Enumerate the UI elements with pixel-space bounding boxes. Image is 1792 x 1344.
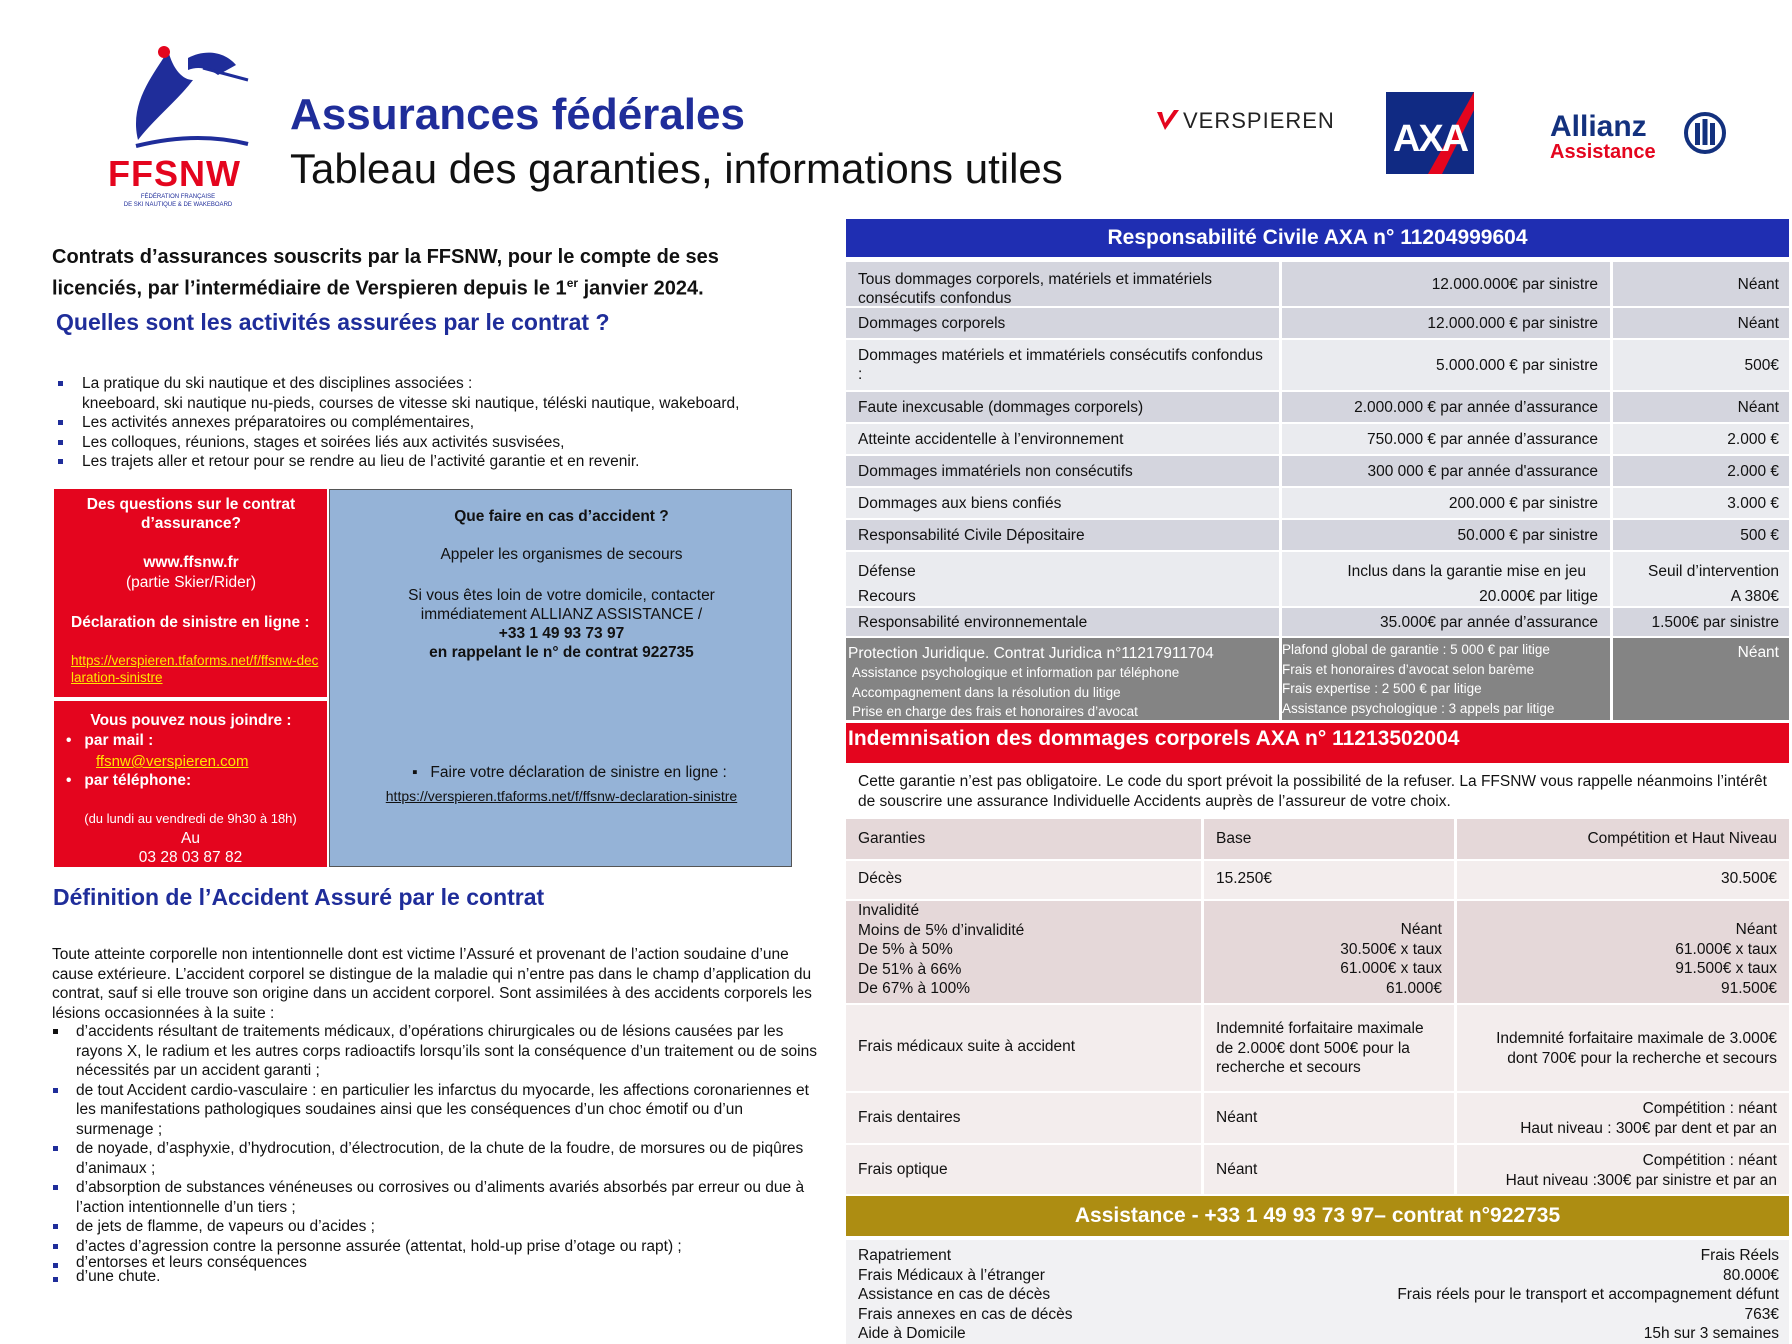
pj-row bbox=[846, 638, 1789, 720]
accident-line-3: immédiatement ALLIANZ ASSISTANCE / bbox=[420, 606, 703, 623]
assistance-label: Frais Médicaux à l’étranger bbox=[858, 1266, 1045, 1284]
invalidite-label: Invalidité bbox=[858, 902, 920, 919]
online-declaration-text: Faire votre déclaration de sinistre en ligne : bbox=[430, 764, 727, 781]
intro-line-2a: licenciés, par l’intermédiaire de Verspieren depuis le 1 bbox=[52, 277, 567, 300]
rc-amount: 50.000 € par sinistre bbox=[1282, 520, 1610, 550]
rc-franchise: 1.500€ par sinistre bbox=[1613, 608, 1789, 636]
indemnisation-band: Indemnisation des dommages corporels AXA n° 11213502004 bbox=[846, 723, 1789, 763]
table-row bbox=[846, 861, 1789, 899]
contact-title: Vous pouvez nous joindre : bbox=[90, 712, 292, 729]
table-row bbox=[846, 1093, 1789, 1143]
site-link[interactable]: www.ffsnw.fr bbox=[143, 554, 239, 571]
axa-wordmark: AXA bbox=[1392, 118, 1468, 160]
online-declaration-link[interactable]: https://verspieren.tfaforms.net/f/ffsnw-declaration-sinistre bbox=[385, 788, 738, 804]
pj-amount: Frais et honoraires d’avocat selon barème bbox=[1282, 661, 1535, 677]
rc-label: Atteinte accidentelle à l’environnement bbox=[846, 424, 1279, 454]
recours-amount: 20.000€ par litige bbox=[1479, 588, 1598, 605]
rc-label: Dommages immatériels non consécutifs bbox=[846, 456, 1279, 486]
rc-amount-defense bbox=[1282, 552, 1610, 606]
invalidite-label: De 5% à 50% bbox=[858, 941, 953, 958]
table-row bbox=[846, 552, 1789, 606]
rc-amount: 12.000.000€ par sinistre bbox=[1282, 262, 1610, 306]
recours-label: Recours bbox=[858, 588, 916, 605]
list-item: d’entorses et leurs conséquences bbox=[52, 1256, 822, 1270]
invalidite-comp: 91.500€ bbox=[1720, 979, 1777, 997]
intro-line-2b: janvier 2024. bbox=[578, 277, 704, 300]
phone-number[interactable]: 03 28 03 87 82 bbox=[138, 849, 243, 866]
rc-amount: 300 000 € par année d'assurance bbox=[1282, 456, 1610, 486]
ind-label: Frais optique bbox=[846, 1145, 1201, 1194]
allianz-eagle-icon bbox=[1682, 110, 1728, 156]
site-note: (partie Skier/Rider) bbox=[125, 574, 257, 591]
accident-line-2: Si vous êtes loin de votre domicile, contacter bbox=[408, 587, 715, 604]
col-header-competition: Compétition et Haut Niveau bbox=[1457, 819, 1789, 859]
rc-label: Faute inexcusable (dommages corporels) bbox=[846, 392, 1279, 422]
ind-label: Frais dentaires bbox=[846, 1093, 1201, 1143]
intro-line-2 bbox=[52, 270, 792, 302]
pj-franchise: Néant bbox=[1613, 638, 1789, 720]
invalidite-label: De 51% à 66% bbox=[858, 960, 962, 978]
assistance-band: Assistance - +33 1 49 93 73 97– contrat n°922735 bbox=[846, 1196, 1789, 1236]
hours: (du lundi au vendredi de 9h30 à 18h) bbox=[84, 811, 297, 826]
list-item: de noyade, d’asphyxie, d’hydrocution, d’électrocution, de la chute de la foudre, de morsures ou de piqûres d’animaux ; bbox=[52, 1139, 822, 1178]
intro-sup: er bbox=[566, 276, 579, 290]
rc-franchise: 2.000 € bbox=[1613, 456, 1789, 486]
assistance-values bbox=[1179, 1246, 1779, 1344]
rc-franchise: 2.000 € bbox=[1613, 424, 1789, 454]
definition-heading: Définition de l’Accident Assuré par le contrat bbox=[53, 884, 545, 910]
list-item bbox=[54, 374, 814, 413]
accident-line-4: en rappelant le n° de contrat 922735 bbox=[429, 644, 694, 661]
table-row bbox=[846, 520, 1789, 550]
dentaires-comp: Haut niveau : 300€ par dent et par an bbox=[1520, 1119, 1777, 1137]
rc-franchise: 500€ bbox=[1613, 340, 1789, 390]
au-text: Au bbox=[181, 830, 200, 847]
ind-comp: 30.500€ bbox=[1457, 861, 1789, 899]
defense-amount: Inclus dans la garantie mise en jeu bbox=[1347, 563, 1586, 580]
rc-label: Responsabilité environnementale bbox=[846, 608, 1279, 636]
rc-franchise: Néant bbox=[1613, 392, 1789, 422]
page-title: Assurances fédérales bbox=[290, 90, 745, 139]
table-row bbox=[846, 1145, 1789, 1194]
accident-line-1: Appeler les organismes de secours bbox=[440, 546, 683, 563]
ind-header-row bbox=[846, 819, 1789, 859]
assistance-value: Frais Réels bbox=[1700, 1247, 1779, 1264]
table-row bbox=[846, 424, 1789, 454]
invalidite-comp: 61.000€ x taux bbox=[1675, 940, 1777, 958]
table-row bbox=[846, 392, 1789, 422]
rc-franchise: Néant bbox=[1613, 308, 1789, 338]
pj-amount: Assistance psychologique : 3 appels par litige bbox=[1282, 700, 1555, 716]
rc-label: Dommages matériels et immatériels consécutifs confondus : bbox=[846, 340, 1279, 390]
ffsnw-name: FFSNW bbox=[108, 153, 241, 194]
ind-label: Décès bbox=[846, 861, 1201, 899]
activities-list bbox=[54, 374, 814, 472]
accident-box bbox=[329, 489, 792, 867]
list-item: Les activités annexes préparatoires ou complémentaires, bbox=[54, 413, 814, 433]
assistance-label: Frais annexes en cas de décès bbox=[858, 1305, 1073, 1323]
accident-title: Que faire en cas d’accident ? bbox=[454, 508, 669, 525]
definition-list bbox=[52, 1022, 822, 1284]
optique-comp: Haut niveau :300€ par sinistre et par an bbox=[1505, 1171, 1777, 1189]
rc-franchise: 3.000 € bbox=[1613, 488, 1789, 518]
list-item: d’actes d’agression contre la personne assurée (attentat, hold-up prise d’otage ou rapt) ; bbox=[52, 1237, 822, 1257]
dentaires-comp: Compétition : néant bbox=[1642, 1100, 1777, 1117]
ind-base: Néant bbox=[1204, 1145, 1454, 1194]
invalidite-base: Néant bbox=[1400, 921, 1442, 938]
invalidite-base: 61.000€ x taux bbox=[1340, 960, 1442, 977]
ind-base: Néant bbox=[1204, 1093, 1454, 1143]
ffsnw-subtitle-1: FÉDÉRATION FRANÇAISE bbox=[140, 194, 216, 200]
mail-link[interactable]: ffsnw@verspieren.com bbox=[96, 753, 249, 770]
contact-box bbox=[54, 701, 327, 867]
col-header-garanties: Garanties bbox=[846, 819, 1201, 859]
rc-amount: 12.000.000 € par sinistre bbox=[1282, 308, 1610, 338]
allianz-wordmark: Allianz bbox=[1550, 110, 1647, 143]
rc-amount: 200.000 € par sinistre bbox=[1282, 488, 1610, 518]
online-declaration-label: ▪ Faire votre déclaration de sinistre en ligne : bbox=[412, 764, 727, 781]
ind-base: Indemnité forfaitaire maximale de 2.000€ dont 500€ pour la recherche et secours bbox=[1204, 1005, 1454, 1091]
questions-title: Des questions sur le contrat d’assurance? bbox=[86, 496, 296, 532]
pj-amounts bbox=[1282, 638, 1610, 720]
optique-comp: Compétition : néant bbox=[1642, 1152, 1777, 1169]
axa-logo bbox=[1386, 92, 1474, 174]
activity-1-detail: kneeboard, ski nautique nu-pieds, courses de vitesse ski nautique, téléski nautique, wakeboard, bbox=[82, 394, 740, 412]
rc-band: Responsabilité Civile AXA n° 11204999604 bbox=[846, 219, 1789, 257]
ind-note: Cette garantie n’est pas obligatoire. Le code du sport prévoit la possibilité de la refuser. La FFSNW vous rappelle néanmoins l’intérêt de souscrire une assurance Individuelle Accidents auprès de l’assureur de votre choix. bbox=[858, 773, 1767, 810]
assistance-value: Frais réels pour le transport et accompagnement défunt bbox=[1397, 1286, 1779, 1303]
ind-label-invalidite bbox=[846, 901, 1201, 1003]
recours-franchise: A 380€ bbox=[1730, 588, 1779, 605]
invalidite-base: 30.500€ x taux bbox=[1340, 940, 1442, 958]
activity-1: La pratique du ski nautique et des disciplines associées : bbox=[82, 375, 473, 392]
invalidite-comp: 91.500€ x taux bbox=[1675, 960, 1777, 977]
list-item: d’absorption de substances vénéneuses ou corrosives ou d’aliments avariés absorbés par erreur ou due à l’action intentionnelle d’un tiers ; bbox=[52, 1178, 822, 1217]
assistance-value: 80.000€ bbox=[1722, 1266, 1779, 1284]
assistance-value: 763€ bbox=[1744, 1305, 1779, 1323]
pj-amount: Frais expertise : 2 500 € par litige bbox=[1282, 681, 1482, 696]
defense-franchise: Seuil d’intervention bbox=[1648, 563, 1779, 580]
ffsnw-subtitle-2: DE SKI NAUTIQUE & DE WAKEBOARD bbox=[123, 202, 233, 208]
table-row bbox=[846, 608, 1789, 636]
assistance-value: 15h sur 3 semaines bbox=[1643, 1325, 1779, 1342]
rc-amount: 2.000.000 € par année d’assurance bbox=[1282, 392, 1610, 422]
assistance-label: Assistance en cas de décès bbox=[858, 1286, 1051, 1303]
pj-line: Accompagnement dans la résolution du litige bbox=[852, 684, 1121, 700]
list-item: Les trajets aller et retour pour se rendre au lieu de l’activité garantie et en revenir. bbox=[54, 452, 814, 472]
allianz-phone[interactable]: +33 1 49 93 73 97 bbox=[498, 625, 625, 642]
pj-title: Protection Juridique. Contrat Juridica n°11217911704 bbox=[848, 645, 1214, 662]
rc-franchise-defense bbox=[1613, 552, 1789, 606]
allianz-logo bbox=[1550, 112, 1730, 172]
assistance-labels bbox=[858, 1246, 1073, 1344]
pj-label bbox=[846, 638, 1279, 720]
rc-label: Dommages aux biens confiés bbox=[846, 488, 1279, 518]
assistance-table bbox=[846, 1240, 1789, 1344]
table-row bbox=[846, 488, 1789, 518]
rc-amount: 5.000.000 € par sinistre bbox=[1282, 340, 1610, 390]
ind-base-invalidite bbox=[1204, 901, 1454, 1003]
allianz-assistance-wordmark: Assistance bbox=[1550, 141, 1656, 163]
skier-emblem-icon bbox=[108, 40, 258, 150]
ind-comp: Indemnité forfaitaire maximale de 3.000€ dont 700€ pour la recherche et secours bbox=[1457, 1005, 1789, 1091]
invalidite-label: Moins de 5% d’invalidité bbox=[858, 921, 1025, 939]
pj-line: Assistance psychologique et information par téléphone bbox=[852, 665, 1180, 680]
table-row bbox=[846, 901, 1789, 1003]
table-row bbox=[846, 308, 1789, 338]
list-item: de jets de flamme, de vapeurs ou d’acides ; bbox=[52, 1217, 822, 1237]
pj-lines bbox=[848, 663, 1279, 722]
invalidite-base: 61.000€ bbox=[1385, 979, 1442, 997]
rc-amount: 35.000€ par année d’assurance bbox=[1282, 608, 1610, 636]
verspieren-mark-icon bbox=[1155, 108, 1181, 134]
list-item: d’accidents résultant de traitements médicaux, d’opérations chirurgicales ou de lésions causées par les rayons X, le radium et les autres corps radioactifs lorsqu’ils sont la conséquence d’un traitement ou de soins nécessités par un accident garanti ; bbox=[52, 1022, 822, 1081]
ind-base: 15.250€ bbox=[1204, 861, 1454, 899]
intro-line-1: Contrats d’assurances souscrits par la FFSNW, pour le compte de ses bbox=[52, 246, 719, 268]
table-row bbox=[846, 262, 1789, 306]
ind-comp-dentaires bbox=[1457, 1093, 1789, 1143]
assistance-label: Rapatriement bbox=[858, 1247, 952, 1264]
definition-paragraph: Toute atteinte corporelle non intentionnelle dont est victime l’Assuré et provenant de l’action soudaine d’une cause extérieure. L’accident corporel se distingue de la maladie qui n’entre pas dans le champ d’application du contrat, sauf si elle trouve son origine dans un accident corporel. Sont assimilées à des accidents corporels les lésions occasionnées à la suite : bbox=[52, 946, 812, 1022]
ffsnw-logo bbox=[108, 40, 258, 212]
rc-label: Dommages corporels bbox=[846, 308, 1279, 338]
invalidite-comp: Néant bbox=[1735, 921, 1777, 938]
list-item: Les colloques, réunions, stages et soirées liés aux activités susvisées, bbox=[54, 433, 814, 453]
rc-label-defense bbox=[846, 552, 1279, 606]
assistance-label: Aide à Domicile bbox=[858, 1325, 966, 1342]
table-row bbox=[846, 456, 1789, 486]
mail-label-text: par mail : bbox=[84, 732, 154, 749]
ind-note-row bbox=[846, 765, 1789, 817]
intro-text bbox=[52, 244, 792, 302]
phone-label-text: par téléphone: bbox=[84, 772, 192, 789]
phone-label: • par téléphone: bbox=[66, 772, 192, 789]
mail-label: • par mail : bbox=[66, 732, 154, 749]
ind-label: Frais médicaux suite à accident bbox=[846, 1005, 1201, 1091]
questions-box bbox=[54, 489, 327, 697]
activities-heading: Quelles sont les activités assurées par le contrat ? bbox=[56, 309, 610, 335]
invalidite-label: De 67% à 100% bbox=[858, 980, 971, 997]
verspieren-wordmark: VERSPIEREN bbox=[1183, 108, 1335, 133]
declaration-link[interactable]: https://verspieren.tfaforms.net/f/ffsnw-declaration-sinistre bbox=[71, 653, 319, 685]
rc-amount: 750.000 € par année d’assurance bbox=[1282, 424, 1610, 454]
pj-line: Prise en charge des frais et honoraires d’avocat bbox=[852, 704, 1138, 719]
list-item: d’une chute. bbox=[52, 1270, 822, 1284]
rc-franchise: 500 € bbox=[1613, 520, 1789, 550]
col-header-base: Base bbox=[1204, 819, 1454, 859]
rc-franchise: Néant bbox=[1613, 262, 1789, 306]
rc-label: Responsabilité Civile Dépositaire bbox=[846, 520, 1279, 550]
ind-comp-invalidite bbox=[1457, 901, 1789, 1003]
table-row bbox=[846, 340, 1789, 390]
rc-label: Tous dommages corporels, matériels et immatériels consécutifs confondus bbox=[846, 262, 1279, 306]
pj-amount: Plafond global de garantie : 5 000 € par litige bbox=[1282, 642, 1550, 657]
declaration-title: Déclaration de sinistre en ligne : bbox=[71, 614, 310, 631]
defense-label: Défense bbox=[858, 563, 916, 580]
table-row bbox=[846, 1005, 1789, 1091]
ind-comp-optique bbox=[1457, 1145, 1789, 1194]
verspieren-logo bbox=[1155, 108, 1335, 134]
page-subtitle: Tableau des garanties, informations utiles bbox=[290, 145, 1063, 192]
list-item: de tout Accident cardio-vasculaire : en particulier les infarctus du myocarde, les affections coronariennes et les manifestations pathologiques soudaines ainsi que les conséquences d’un choc émotif ou d’un surmenage ; bbox=[52, 1081, 822, 1140]
accident-instructions bbox=[330, 586, 793, 662]
